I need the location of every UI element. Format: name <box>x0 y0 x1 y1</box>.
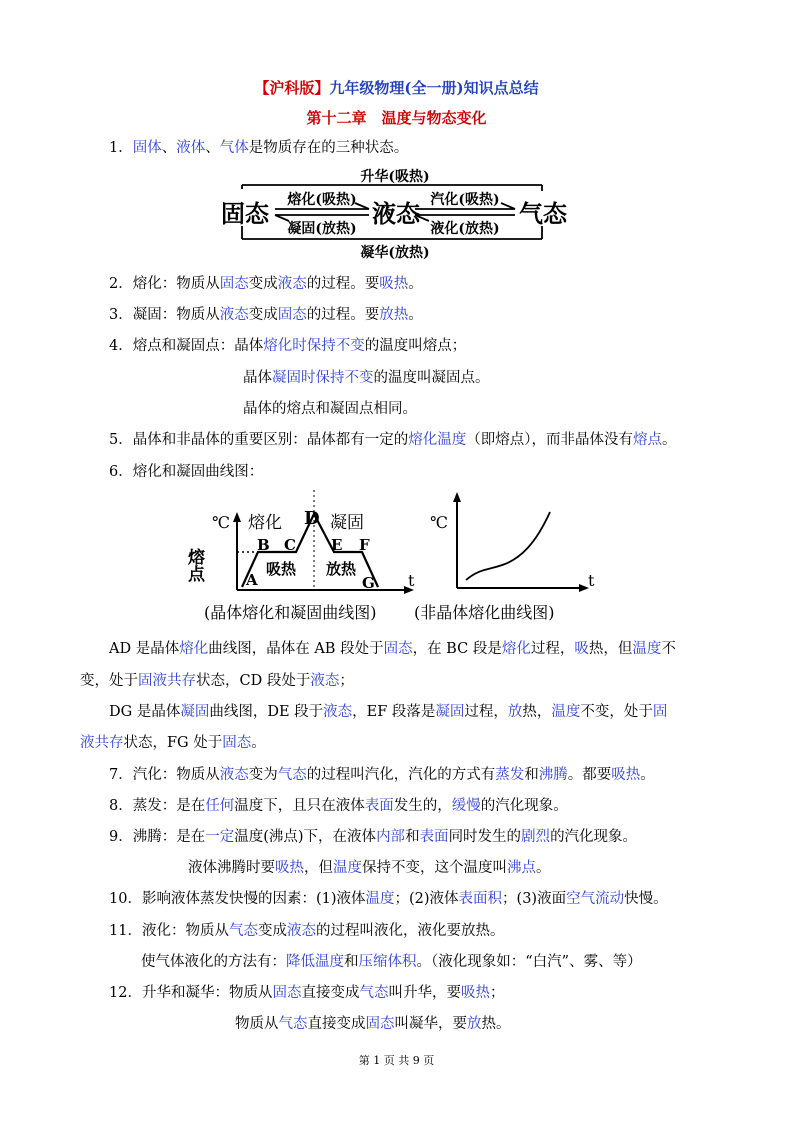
highlighted-term: 熔化 <box>501 641 531 657</box>
gas-label: 气态 <box>519 199 567 228</box>
text-segment: 6．熔化和凝固曲线图： <box>109 464 264 480</box>
item-11 <box>109 920 504 942</box>
highlighted-term: 降低温度 <box>286 954 344 970</box>
solid-label: 固态 <box>221 199 269 228</box>
liquefaction-label: 液化(放热) <box>430 221 500 237</box>
graph1-point-e: E <box>331 536 343 554</box>
highlighted-term: 凝固 <box>180 704 210 720</box>
text-segment: 9．沸腾：是在 <box>109 829 206 845</box>
text-segment: 温度(沸点)下，在液体 <box>234 829 377 845</box>
text-segment: 发生的， <box>393 798 452 814</box>
item-4-line-3 <box>243 398 417 420</box>
page-footer: 第 1 页 共 9 页 <box>358 1054 435 1067</box>
graph1-time-label: t <box>408 571 415 590</box>
text-segment: 。 <box>536 860 551 876</box>
text-segment: 热。 <box>481 1016 511 1032</box>
text-segment: 曲线图，晶体在 AB 段处于 <box>208 641 384 657</box>
text-segment: 、 <box>205 140 220 156</box>
text-segment: 物质从 <box>235 1016 279 1032</box>
text-segment: 变，处于 <box>80 673 138 689</box>
graph2-time-label: t <box>588 571 595 590</box>
deposition-label: 凝华(放热) <box>360 245 430 261</box>
text-segment: 12．升华和凝华：物质从 <box>109 985 273 1001</box>
vaporization-label: 汽化(吸热) <box>430 192 500 208</box>
highlighted-term: 蒸发 <box>495 767 525 783</box>
graph1-release: 放热 <box>326 560 357 578</box>
highlighted-term: 固液共存 <box>138 673 196 689</box>
highlighted-term: 固态 <box>222 735 252 751</box>
text-segment: 和 <box>405 829 420 845</box>
text-segment: 变为 <box>248 767 278 783</box>
highlighted-term: 温度 <box>365 891 395 907</box>
highlighted-term: 气态 <box>277 767 307 783</box>
text-segment: 直接变成 <box>301 985 360 1001</box>
highlighted-term: 固态 <box>383 641 413 657</box>
graph1-absorb: 吸热 <box>266 560 297 578</box>
item-2 <box>109 273 423 295</box>
text-segment: 液体沸腾时要 <box>188 860 275 876</box>
highlighted-term: 放 <box>507 704 523 720</box>
text-segment: 的过程。要 <box>306 307 380 323</box>
text-segment: 快慢。 <box>624 891 668 907</box>
highlighted-term: 液态 <box>323 704 353 720</box>
highlighted-term: 放 <box>467 1016 482 1032</box>
text-segment: 2．熔化：物质从 <box>109 276 220 292</box>
highlighted-term: 凝固时保持不变 <box>272 370 374 386</box>
highlighted-term: 压缩体积 <box>358 954 417 970</box>
graph1-unit: ℃ <box>212 513 230 532</box>
text-segment: 热，但 <box>588 641 633 657</box>
highlighted-term: 液体 <box>176 140 206 156</box>
highlighted-term: 固态 <box>277 307 307 323</box>
text-segment: 状态，CD 段处于 <box>196 673 311 689</box>
highlighted-term: 固态 <box>272 985 302 1001</box>
item-7 <box>109 764 655 786</box>
highlighted-term: 熔化时保持不变 <box>263 338 365 354</box>
item-9-line-2 <box>188 857 551 879</box>
highlighted-term: 液态 <box>286 923 316 939</box>
text-segment: 1． <box>109 140 133 156</box>
text-segment: AD 是晶体 <box>109 641 180 657</box>
highlighted-term: 缓慢 <box>451 798 481 814</box>
text-segment: 叫升华，要 <box>388 985 461 1001</box>
state-change-diagram <box>215 166 575 264</box>
highlighted-term: 液共存 <box>80 735 124 751</box>
text-segment: 晶体 <box>243 370 272 386</box>
highlighted-term: 固 <box>652 704 668 720</box>
text-segment: 的温度叫凝固点。 <box>373 370 490 386</box>
text-segment: 过程， <box>464 704 508 720</box>
highlighted-term: 吸热 <box>275 860 304 876</box>
graph1-caption: (晶体熔化和凝固曲线图) <box>204 603 377 622</box>
text-segment: 状态，FG 处于 <box>123 735 223 751</box>
text-segment: 。（液化现象如：“白汽”、雾、等） <box>416 954 642 970</box>
item-4 <box>109 335 466 357</box>
text-segment: 。 <box>251 735 266 751</box>
text-segment: 是物质存在的三种状态。 <box>248 140 409 156</box>
text-segment: 的过程叫汽化，汽化的方式有 <box>306 767 496 783</box>
title-text: 九年级物理(全一册)知识点总结 <box>329 79 539 97</box>
item-4-line-2 <box>243 367 490 389</box>
item-1 <box>109 137 408 159</box>
text-segment: 晶体的熔点和凝固点相同。 <box>243 401 417 417</box>
graph1-point-f: F <box>359 536 370 554</box>
item-12 <box>109 982 504 1004</box>
item-5 <box>109 429 676 451</box>
document-title <box>0 77 793 98</box>
highlighted-term: 固体 <box>132 140 162 156</box>
para-dg-line-2 <box>80 732 266 754</box>
highlighted-term: 内部 <box>376 829 406 845</box>
highlighted-term: 液态 <box>277 276 307 292</box>
text-segment: ，在 BC 段是 <box>412 641 502 657</box>
text-segment: 7．汽化：物质从 <box>109 767 220 783</box>
highlighted-term: 任何 <box>205 798 235 814</box>
item-9 <box>109 826 637 848</box>
para-ad-line-2 <box>80 670 354 692</box>
text-segment: 曲线图，DE 段于 <box>209 704 324 720</box>
text-segment: ；(3)液面 <box>502 891 567 907</box>
item-6 <box>109 461 263 483</box>
melting-curves-figure <box>184 490 620 630</box>
highlighted-term: 一定 <box>205 829 235 845</box>
text-segment: 的过程。要 <box>306 276 380 292</box>
freezing-label: 凝固(放热) <box>287 221 357 237</box>
text-segment: 不变，处于 <box>580 704 653 720</box>
highlighted-term: 沸点 <box>507 860 536 876</box>
text-segment: 和 <box>524 767 539 783</box>
highlighted-term: 温度 <box>333 860 362 876</box>
text-segment: 的汽化现象。 <box>550 829 638 845</box>
title-bracket: 【沪科版】 <box>254 79 330 97</box>
graph1-melt: 熔化 <box>248 513 282 533</box>
graph2-unit: ℃ <box>430 513 448 532</box>
item-3 <box>109 304 423 326</box>
text-segment: 同时发生的 <box>448 829 522 845</box>
highlighted-term: 液态 <box>219 307 249 323</box>
highlighted-term: 吸 <box>574 641 589 657</box>
chapter-heading: 第十二章 温度与物态变化 <box>306 109 487 127</box>
item-8 <box>109 795 568 817</box>
graph1-point-c: C <box>284 536 296 554</box>
text-segment: 10．影响液体蒸发快慢的因素：(1)液体 <box>109 891 366 907</box>
text-segment: 过程， <box>530 641 575 657</box>
melting-label: 熔化(吸热) <box>287 192 357 208</box>
text-segment: ； <box>489 985 505 1001</box>
highlighted-term: 固态 <box>219 276 249 292</box>
graph1-point-a: A <box>246 571 258 589</box>
text-segment: 。 <box>408 276 423 292</box>
text-segment: 热， <box>522 704 552 720</box>
highlighted-term: 空气流动 <box>566 891 625 907</box>
para-ad-line-1 <box>109 638 676 660</box>
text-segment: 5．晶体和非晶体的重要区别：晶体都有一定的 <box>109 432 409 448</box>
highlighted-term: 液态 <box>219 767 249 783</box>
sublimation-label: 升华(吸热) <box>360 169 430 185</box>
text-segment: DG 是晶体 <box>109 704 181 720</box>
highlighted-term: 吸热 <box>460 985 490 1001</box>
highlighted-term: 放热 <box>379 307 409 323</box>
text-segment: 叫凝华，要 <box>394 1016 467 1032</box>
text-segment: 变成 <box>248 307 278 323</box>
text-segment: 3．凝固：物质从 <box>109 307 220 323</box>
graph1-melting-point: 熔点 <box>184 548 204 582</box>
text-segment: 保持不变，这个温度叫 <box>362 860 507 876</box>
text-segment: 直接变成 <box>307 1016 366 1032</box>
highlighted-term: 凝固 <box>435 704 465 720</box>
text-segment: 8．蒸发：是在 <box>109 798 206 814</box>
highlighted-term: 吸热 <box>611 767 641 783</box>
highlighted-term: 熔化 <box>179 641 209 657</box>
highlighted-term: 液态 <box>310 673 340 689</box>
para-dg-line-1 <box>109 701 667 723</box>
text-segment: ； <box>339 673 354 689</box>
text-segment: 。 <box>661 432 677 448</box>
text-segment: 变成 <box>248 276 278 292</box>
item-10 <box>109 888 668 910</box>
text-segment: 。都要 <box>567 767 612 783</box>
highlighted-term: 表面积 <box>458 891 503 907</box>
highlighted-term: 气体 <box>219 140 249 156</box>
highlighted-term: 沸腾 <box>538 767 568 783</box>
highlighted-term: 表面 <box>364 798 394 814</box>
text-segment: 。 <box>640 767 655 783</box>
text-segment: 不 <box>661 641 676 657</box>
text-segment: 、 <box>161 140 177 156</box>
highlighted-term: 熔化温度 <box>408 432 467 448</box>
text-segment: 和 <box>344 954 359 970</box>
text-segment: 的汽化现象。 <box>480 798 568 814</box>
text-segment: ；(2)液体 <box>394 891 459 907</box>
highlighted-term: 剧烈 <box>521 829 551 845</box>
text-segment: 变成 <box>257 923 287 939</box>
text-segment: ，但 <box>304 860 333 876</box>
liquid-label: 液态 <box>372 199 420 228</box>
graph1-point-b: B <box>257 536 270 554</box>
text-segment: ，EF 段落是 <box>352 704 436 720</box>
highlighted-term: 熔点 <box>632 432 662 448</box>
highlighted-term: 吸热 <box>379 276 409 292</box>
text-segment: 温度下，且只在液体 <box>234 798 365 814</box>
text-segment: 的过程叫液化，液化要放热。 <box>315 923 505 939</box>
text-segment: 使气体液化的方法有： <box>141 954 286 970</box>
highlighted-term: 气态 <box>359 985 389 1001</box>
graph1-point-d: D <box>304 508 320 529</box>
graph1-point-g: G <box>362 574 375 592</box>
item-11-line-2 <box>141 951 642 973</box>
highlighted-term: 气态 <box>228 923 258 939</box>
graph2-caption: (非晶体熔化曲线图) <box>414 603 555 622</box>
text-segment: 4．熔点和凝固点：晶体 <box>109 338 264 354</box>
highlighted-term: 气态 <box>278 1016 308 1032</box>
highlighted-term: 表面 <box>419 829 449 845</box>
highlighted-term: 固态 <box>365 1016 395 1032</box>
graph1-solid: 凝固 <box>330 513 364 533</box>
text-segment: 的温度叫熔点； <box>364 338 467 354</box>
text-segment: （即熔点），而非晶体没有 <box>466 432 633 448</box>
item-12-line-2 <box>235 1013 511 1035</box>
highlighted-term: 温度 <box>551 704 581 720</box>
highlighted-term: 温度 <box>632 641 662 657</box>
text-segment: 11．液化：物质从 <box>109 923 229 939</box>
text-segment: 。 <box>408 307 423 323</box>
